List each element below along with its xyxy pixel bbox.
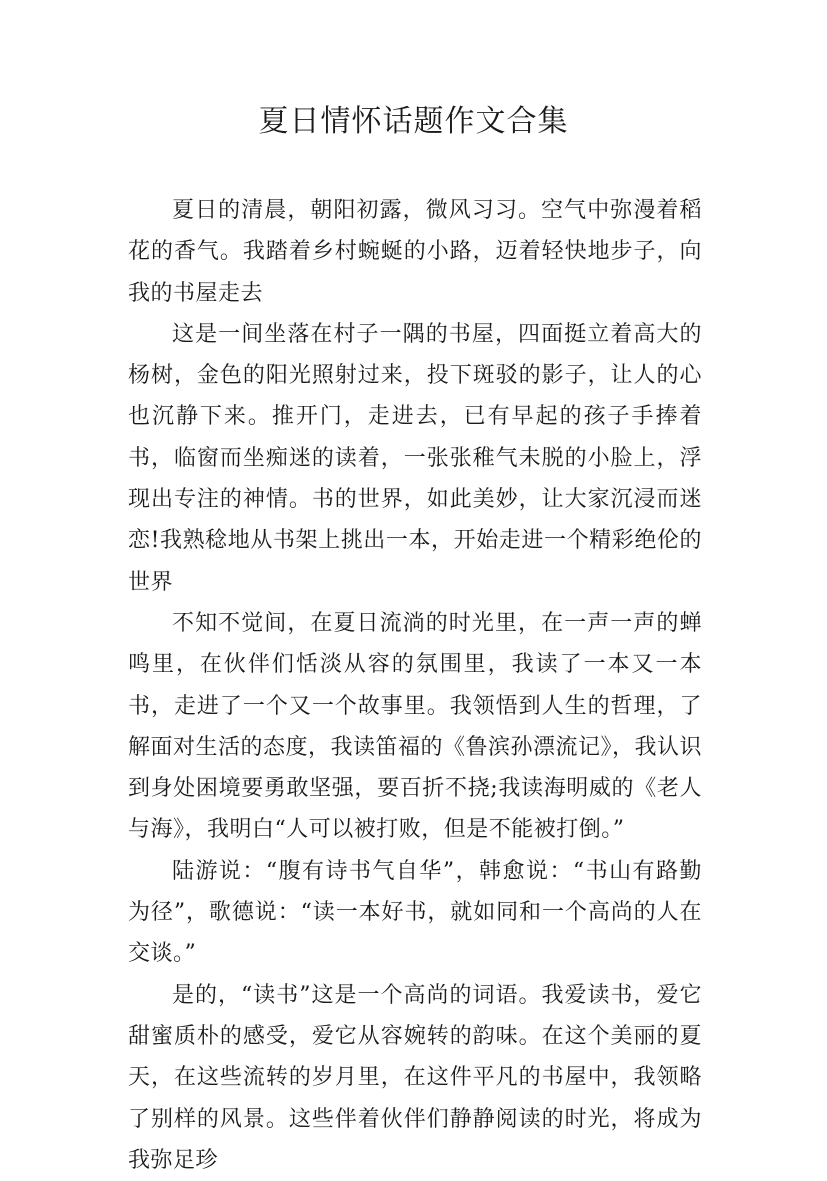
paragraph-1: 夏日的清晨，朝阳初露，微风习习。空气中弥漫着稻花的香气。我踏着乡村蜿蜒的小路，迈着轻快地步子，向我的书屋走去 bbox=[128, 198, 702, 306]
paragraph-3: 不知不觉间，在夏日流淌的时光里，在一声一声的蝉鸣里，在伙伴们恬淡从容的氛围里，我读了一本又一本书，走进了一个又一个故事里。我领悟到人生的哲理，了解面对生活的态度，我读笛福的《鲁滨孙漂流记》，我认识到身处困境要勇敢坚强，要百折不挠;我读海明威的《老人与海》，我明白“人可以被打败，但是不能被打倒。” bbox=[128, 610, 703, 843]
paragraph-5: 是的，“读书”这是一个高尚的词语。我爱读书，爱它甜蜜质朴的感受，爱它从容婉转的韵味。在这个美丽的夏天，在这些流转的岁月里，在这件平凡的书屋中，我领略了别样的风景。这些伴着伙伴们静静阅读的时光，将成为我弥足珍 bbox=[128, 982, 702, 1173]
document-body bbox=[128, 190, 702, 1181]
paragraph-4: 陆游说：“腹有诗书气自华”，韩愈说：“书山有路勤为径”，歌德说：“读一本好书，就如同和一个高尚的人在交谈。” bbox=[128, 858, 702, 967]
document-title: 夏日情怀话题作文合集 bbox=[258, 104, 569, 139]
paragraph-2: 这是一间坐落在村子一隅的书屋，四面挺立着高大的杨树，金色的阳光照射过来，投下斑驳的影子，让人的心也沉静下来。推开门，走进去，已有早起的孩子手捧着书，临窗而坐痴迷的读着，一张张稚气未脱的小脸上，浮现出专注的神情。书的世界，如此美妙，让大家沉浸而迷恋!我熟稔地从书架上挑出一本，开始走进一个精彩绝伦的世界 bbox=[128, 321, 702, 595]
